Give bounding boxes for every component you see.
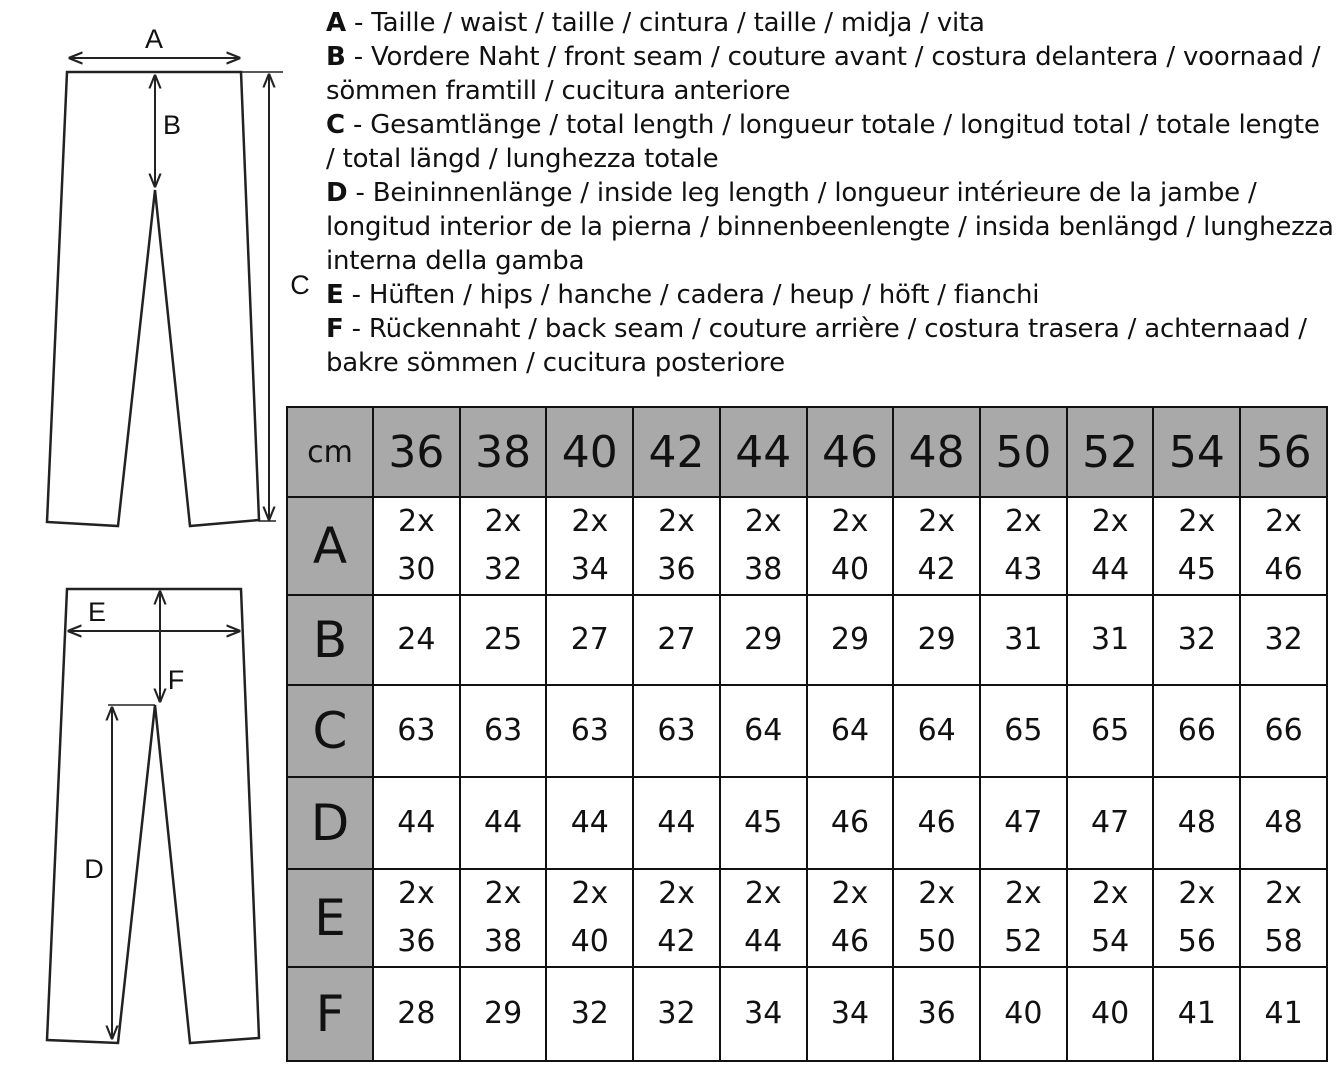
table-cell: 32 bbox=[546, 967, 633, 1061]
table-cell: 46 bbox=[893, 777, 980, 869]
cell-value: 40 bbox=[570, 924, 609, 959]
cell-value: 50 bbox=[917, 924, 956, 959]
table-cell bbox=[1067, 497, 1154, 595]
legend-item-d bbox=[326, 176, 1336, 278]
table-cell: 63 bbox=[460, 685, 547, 777]
cell-prefix: 2x bbox=[1091, 876, 1129, 911]
measurement-legend bbox=[326, 6, 1336, 380]
size-table bbox=[286, 406, 1328, 1062]
table-cell: 29 bbox=[720, 595, 807, 685]
table-cell: 25 bbox=[460, 595, 547, 685]
table-cell: 65 bbox=[980, 685, 1067, 777]
table-cell: 44 bbox=[460, 777, 547, 869]
table-cell: 44 bbox=[633, 777, 720, 869]
diagram-label-a: A bbox=[144, 24, 164, 54]
table-cell bbox=[546, 497, 633, 595]
table-cell: 34 bbox=[807, 967, 894, 1061]
table-cell: 64 bbox=[893, 685, 980, 777]
size-header: 40 bbox=[546, 407, 633, 497]
cell-prefix: 2x bbox=[831, 504, 869, 539]
table-cell: 64 bbox=[720, 685, 807, 777]
table-row bbox=[287, 595, 1327, 685]
table-cell: 47 bbox=[980, 777, 1067, 869]
legend-item-a bbox=[326, 6, 1336, 40]
table-cell bbox=[1067, 869, 1154, 967]
table-cell bbox=[633, 497, 720, 595]
table-cell bbox=[1153, 497, 1240, 595]
cell-value: 32 bbox=[483, 552, 523, 587]
table-cell bbox=[633, 869, 720, 967]
legend-text: - Beininnenlänge / inside leg length / longueur intérieure de la jambe / longitud interior de la pierna / binnenbeenlengte / insida benlängd / lunghezza interna della gamba bbox=[326, 178, 1334, 276]
back-pants-outline bbox=[47, 589, 259, 1043]
table-row bbox=[287, 967, 1327, 1061]
table-cell: 44 bbox=[546, 777, 633, 869]
table-cell: 36 bbox=[893, 967, 980, 1061]
legend-letter: E bbox=[326, 280, 344, 310]
cell-value: 52 bbox=[1004, 924, 1043, 959]
size-header: 42 bbox=[633, 407, 720, 497]
cell-prefix: 2x bbox=[831, 876, 869, 911]
table-cell: 46 bbox=[807, 777, 894, 869]
cell-prefix: 2x bbox=[658, 504, 695, 539]
cell-prefix: 2x bbox=[1178, 876, 1216, 911]
cell-value: 34 bbox=[570, 552, 609, 587]
table-cell bbox=[460, 497, 547, 595]
cell-prefix: 2x bbox=[1091, 504, 1129, 539]
table-cell: 32 bbox=[1153, 595, 1240, 685]
table-cell: 64 bbox=[807, 685, 894, 777]
legend-text: - Vordere Naht / front seam / couture avant / costura delantera / voornaad / sömmen framtill / cucitura anteriore bbox=[326, 42, 1321, 106]
table-cell: 40 bbox=[980, 967, 1067, 1061]
table-cell bbox=[807, 869, 894, 967]
table-cell bbox=[373, 497, 460, 595]
table-cell: 31 bbox=[1067, 595, 1154, 685]
legend-item-f bbox=[326, 312, 1336, 380]
cell-prefix: 2x bbox=[484, 876, 522, 911]
table-cell: 41 bbox=[1153, 967, 1240, 1061]
legend-text: - Hüften / hips / hanche / cadera / heup / höft / fianchi bbox=[351, 280, 1040, 310]
table-cell: 48 bbox=[1240, 777, 1327, 869]
cell-value: 45 bbox=[1177, 552, 1216, 587]
cell-value: 36 bbox=[657, 552, 696, 587]
table-cell bbox=[720, 869, 807, 967]
table-cell: 28 bbox=[373, 967, 460, 1061]
legend-letter: B bbox=[326, 42, 346, 72]
table-cell: 63 bbox=[633, 685, 720, 777]
table-cell bbox=[980, 497, 1067, 595]
table-cell: 66 bbox=[1153, 685, 1240, 777]
unit-header: cm bbox=[287, 407, 373, 497]
table-cell: 47 bbox=[1067, 777, 1154, 869]
cell-prefix: 2x bbox=[744, 876, 782, 911]
table-cell: 65 bbox=[1067, 685, 1154, 777]
cell-prefix: 2x bbox=[918, 504, 956, 539]
size-header: 36 bbox=[373, 407, 460, 497]
table-cell: 63 bbox=[373, 685, 460, 777]
legend-letter: D bbox=[326, 178, 348, 208]
table-cell: 48 bbox=[1153, 777, 1240, 869]
table-cell bbox=[1240, 497, 1327, 595]
table-cell bbox=[546, 869, 633, 967]
table-cell: 45 bbox=[720, 777, 807, 869]
row-label: C bbox=[287, 685, 373, 777]
cell-value: 40 bbox=[830, 552, 870, 587]
table-cell bbox=[807, 497, 894, 595]
legend-text: - Rückennaht / back seam / couture arrière / costura trasera / achternaad / bakre sömmen / cucitura posteriore bbox=[326, 314, 1307, 378]
cell-prefix: 2x bbox=[658, 876, 695, 911]
row-label: F bbox=[287, 967, 373, 1061]
table-cell: 32 bbox=[633, 967, 720, 1061]
diagram-label-d: D bbox=[84, 854, 104, 884]
size-header: 46 bbox=[807, 407, 894, 497]
legend-letter: F bbox=[326, 314, 344, 344]
row-label: E bbox=[287, 869, 373, 967]
cell-prefix: 2x bbox=[571, 876, 609, 911]
size-header: 44 bbox=[720, 407, 807, 497]
cell-value: 30 bbox=[397, 552, 436, 587]
size-header: 50 bbox=[980, 407, 1067, 497]
diagram-label-f: F bbox=[167, 665, 185, 695]
legend-text: - Taille / waist / taille / cintura / taille / midja / vita bbox=[354, 8, 985, 38]
row-label: B bbox=[287, 595, 373, 685]
legend-item-e bbox=[326, 278, 1336, 312]
cell-value: 43 bbox=[1004, 552, 1043, 587]
cell-prefix: 2x bbox=[484, 504, 522, 539]
row-label: A bbox=[287, 497, 373, 595]
table-cell: 34 bbox=[720, 967, 807, 1061]
cell-prefix: 2x bbox=[1265, 876, 1303, 911]
cell-value: 38 bbox=[744, 552, 783, 587]
cell-value: 56 bbox=[1177, 924, 1216, 959]
cell-value: 42 bbox=[657, 924, 696, 959]
table-row bbox=[287, 685, 1327, 777]
cell-prefix: 2x bbox=[571, 504, 609, 539]
cell-value: 42 bbox=[917, 552, 956, 587]
diagram-label-e: E bbox=[87, 597, 107, 627]
cell-value: 38 bbox=[483, 924, 523, 959]
table-cell bbox=[460, 869, 547, 967]
table-cell: 66 bbox=[1240, 685, 1327, 777]
row-label: D bbox=[287, 777, 373, 869]
cell-value: 46 bbox=[1264, 552, 1303, 587]
table-cell bbox=[980, 869, 1067, 967]
table-cell: 29 bbox=[893, 595, 980, 685]
size-header: 48 bbox=[893, 407, 980, 497]
diagram-label-b: B bbox=[162, 110, 182, 140]
table-cell: 63 bbox=[546, 685, 633, 777]
table-cell bbox=[1240, 869, 1327, 967]
table-row bbox=[287, 869, 1327, 967]
size-header: 54 bbox=[1153, 407, 1240, 497]
cell-prefix: 2x bbox=[1004, 876, 1042, 911]
table-cell bbox=[893, 497, 980, 595]
cell-prefix: 2x bbox=[744, 504, 782, 539]
cell-value: 44 bbox=[744, 924, 783, 959]
legend-item-c bbox=[326, 108, 1336, 176]
legend-letter: A bbox=[326, 8, 346, 38]
cell-value: 54 bbox=[1091, 924, 1130, 959]
table-body bbox=[287, 497, 1327, 1061]
table-cell bbox=[373, 869, 460, 967]
table-row bbox=[287, 497, 1327, 595]
cell-prefix: 2x bbox=[1265, 504, 1303, 539]
size-header: 52 bbox=[1067, 407, 1154, 497]
legend-item-b bbox=[326, 40, 1336, 108]
front-pants-outline bbox=[47, 72, 259, 526]
table-cell: 27 bbox=[633, 595, 720, 685]
cell-value: 44 bbox=[1091, 552, 1130, 587]
table-cell: 41 bbox=[1240, 967, 1327, 1061]
pants-diagram bbox=[0, 0, 310, 1074]
size-header: 56 bbox=[1240, 407, 1327, 497]
table-cell: 24 bbox=[373, 595, 460, 685]
table-cell: 31 bbox=[980, 595, 1067, 685]
size-header: 38 bbox=[460, 407, 547, 497]
table-cell: 27 bbox=[546, 595, 633, 685]
cell-value: 36 bbox=[397, 924, 436, 959]
cell-prefix: 2x bbox=[397, 876, 435, 911]
cell-prefix: 2x bbox=[1004, 504, 1042, 539]
legend-letter: C bbox=[326, 110, 345, 140]
table-cell bbox=[720, 497, 807, 595]
table-cell: 44 bbox=[373, 777, 460, 869]
cell-value: 58 bbox=[1264, 924, 1303, 959]
table-cell: 29 bbox=[807, 595, 894, 685]
table-cell: 40 bbox=[1067, 967, 1154, 1061]
table-cell bbox=[893, 869, 980, 967]
table-row bbox=[287, 777, 1327, 869]
table-cell bbox=[1153, 869, 1240, 967]
cell-prefix: 2x bbox=[1178, 504, 1216, 539]
header-row bbox=[287, 407, 1327, 497]
cell-prefix: 2x bbox=[397, 504, 435, 539]
diagram-label-c: C bbox=[290, 270, 310, 300]
table-cell: 29 bbox=[460, 967, 547, 1061]
table-cell: 32 bbox=[1240, 595, 1327, 685]
cell-value: 46 bbox=[830, 924, 870, 959]
legend-text: - Gesamtlänge / total length / longueur totale / longitud total / totale lengte / total längd / lunghezza totale bbox=[326, 110, 1320, 174]
cell-prefix: 2x bbox=[918, 876, 956, 911]
